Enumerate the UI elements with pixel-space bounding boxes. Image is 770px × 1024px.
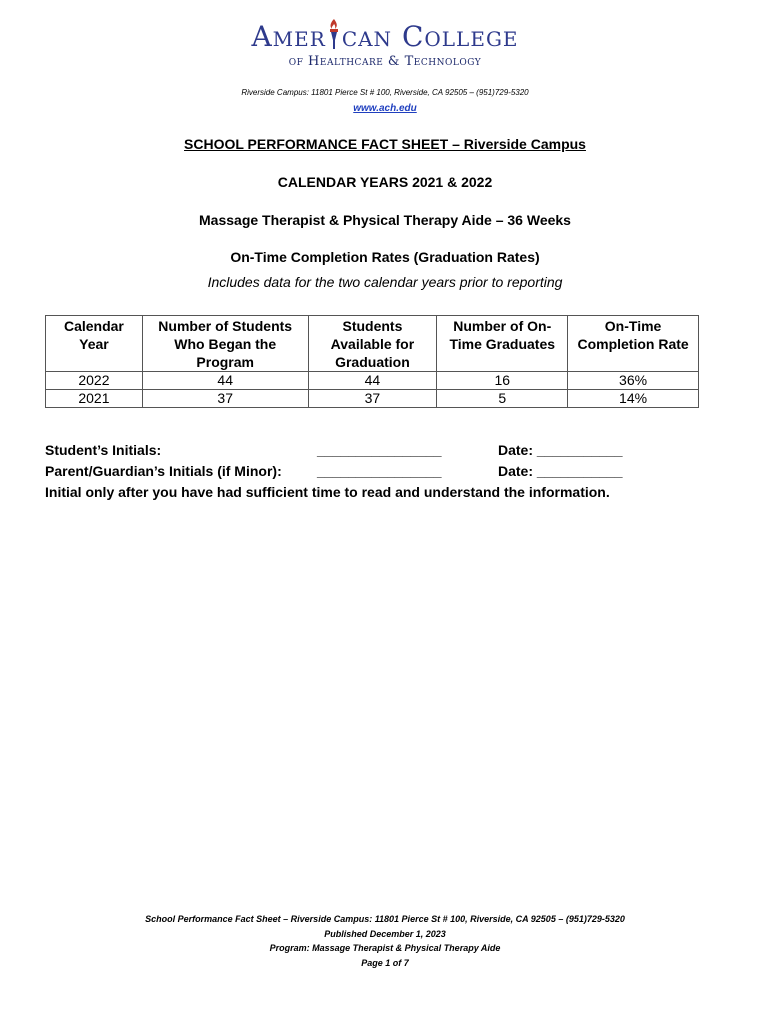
cell-students-available: 37 [308,390,437,408]
campus-address: Riverside Campus: 11801 Pierce St # 100, Riverside, CA 92505 – (951)729-5320 [241,88,529,97]
section-heading: On-Time Completion Rates (Graduation Rates) [230,249,540,265]
cell-students-began: 37 [142,390,308,408]
completion-rates-table [45,315,699,408]
student-date-field[interactable]: Date: ___________ [498,442,623,458]
cell-completion-rate: 36% [568,372,699,390]
parent-date-field[interactable]: Date: ___________ [498,463,623,479]
cell-completion-rate: 14% [568,390,699,408]
logo-text-part1: Amer [251,20,326,53]
footer-program: Program: Massage Therapist & Physical Therapy Aide [269,943,501,953]
cell-students-available: 44 [308,372,437,390]
header-calendar-year: Calendar Year [46,316,143,372]
website-link[interactable]: www.ach.edu [353,103,417,114]
cell-year: 2021 [46,390,143,408]
cell-on-time-graduates: 5 [437,390,568,408]
logo-wordmark [0,18,770,54]
header-students-available: Students Available for Graduation [308,316,437,372]
footer-page-number: Page 1 of 7 [361,958,409,968]
student-initials-label: Student’s Initials: [45,442,162,458]
footer-published-date: Published December 1, 2023 [324,929,446,939]
cell-year: 2022 [46,372,143,390]
logo-text-part2: can College [341,20,519,53]
logo-subtitle: of Healthcare & Technology [288,54,482,69]
parent-initials-label: Parent/Guardian’s Initials (if Minor): [45,463,282,479]
footer-address: School Performance Fact Sheet – Riverside Campus: 11801 Pierce St # 100, Riverside, CA 92505 – (951)729-5320 [145,914,625,924]
student-initials-field[interactable]: ________________ [317,442,442,458]
student-initials-row [45,442,623,458]
header-on-time-graduates: Number of On-Time Graduates [437,316,568,372]
table-row [46,390,699,408]
torch-icon [327,18,341,50]
initial-instruction-note: Initial only after you have had sufficient time to read and understand the information. [45,484,610,500]
calendar-years-heading: CALENDAR YEARS 2021 & 2022 [277,174,493,190]
table-header-row [46,316,699,372]
header-completion-rate: On-Time Completion Rate [568,316,699,372]
cell-students-began: 44 [142,372,308,390]
cell-on-time-graduates: 16 [437,372,568,390]
section-subtitle: Includes data for the two calendar years prior to reporting [207,274,563,290]
parent-initials-row [45,463,623,479]
header-students-began: Number of Students Who Began the Program [142,316,308,372]
document-title: SCHOOL PERFORMANCE FACT SHEET – Riverside Campus [184,136,586,152]
parent-initials-field[interactable]: ________________ [317,463,442,479]
college-logo [0,18,770,70]
table-row [46,372,699,390]
program-heading: Massage Therapist & Physical Therapy Aide – 36 Weeks [199,212,571,228]
